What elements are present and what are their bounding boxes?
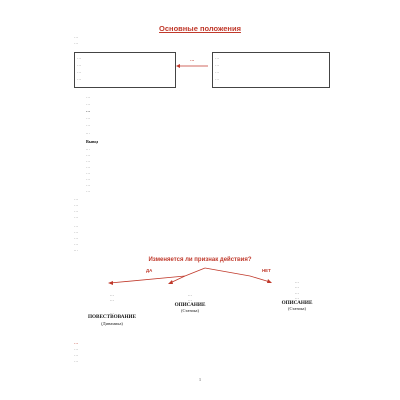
paragraph-line: … xyxy=(74,208,79,213)
box-line: … xyxy=(215,55,220,60)
footer-line: … xyxy=(74,352,79,357)
box-arrow-label: … xyxy=(190,57,195,62)
middle-line: … xyxy=(86,101,91,106)
page-title: Основные положения xyxy=(159,24,241,33)
middle-node xyxy=(150,292,230,314)
footer-line: … xyxy=(74,358,79,363)
yes-label: ДА xyxy=(146,268,153,273)
node-sub: (Статика) xyxy=(181,308,199,314)
node-line: … xyxy=(109,297,115,303)
paragraph-line: … xyxy=(74,241,79,246)
middle-line: … xyxy=(86,94,91,99)
node-caps: ОПИСАНИЕ xyxy=(281,299,313,306)
node-sub: (Динамика) xyxy=(101,320,123,326)
list-line: … xyxy=(86,152,91,157)
node-sub: (Статика) xyxy=(288,306,306,312)
list-line: … xyxy=(86,158,91,163)
node-caps: ОПИСАНИЕ xyxy=(174,301,206,308)
middle-line: … xyxy=(86,108,91,113)
box-line: … xyxy=(215,76,220,81)
middle-line: … xyxy=(86,115,91,120)
diagram-title: Изменяется ли признак действия? xyxy=(148,257,252,263)
middle-line: … xyxy=(86,122,91,127)
node-line: … xyxy=(187,297,193,303)
node-line: … xyxy=(294,289,300,295)
node-line: … xyxy=(187,292,193,297)
list-line: … xyxy=(86,188,91,193)
intro-line: … xyxy=(74,34,79,39)
list-line: … xyxy=(86,146,90,151)
box-line: … xyxy=(215,62,220,67)
no-label: НЕТ xyxy=(262,268,271,273)
node-line: … xyxy=(294,284,300,290)
list-line: … xyxy=(86,182,91,187)
box-line: … xyxy=(215,69,220,74)
paragraph-line: … xyxy=(74,196,79,201)
right-node xyxy=(252,279,342,311)
paragraph-line: … xyxy=(74,247,78,252)
middle-line: … xyxy=(86,130,90,135)
box-line: … xyxy=(77,69,82,74)
paragraph-line: … xyxy=(74,229,79,234)
intro-line: … xyxy=(74,40,79,45)
box-line: … xyxy=(77,55,82,60)
paragraph-line: … xyxy=(74,235,79,240)
list-line: … xyxy=(86,164,91,169)
list-heading: Вывод xyxy=(86,139,99,144)
page-number: 1 xyxy=(199,377,201,382)
list-line: … xyxy=(86,170,91,175)
paragraph-line: … xyxy=(74,223,79,228)
node-line: … xyxy=(109,292,115,297)
node-caps: ПОВЕСТВОВАНИЕ xyxy=(87,314,137,321)
list-line: … xyxy=(86,176,91,181)
paragraph-line: … xyxy=(74,202,79,207)
box-line: … xyxy=(77,76,82,81)
left-node xyxy=(72,292,152,326)
node-caption: … xyxy=(109,309,115,315)
footer-line: … xyxy=(74,340,79,345)
box-line: … xyxy=(77,62,82,67)
footer-line: … xyxy=(74,346,79,351)
node-line: … xyxy=(294,279,300,284)
node-line: … xyxy=(294,295,300,301)
paragraph-line: … xyxy=(74,214,79,219)
